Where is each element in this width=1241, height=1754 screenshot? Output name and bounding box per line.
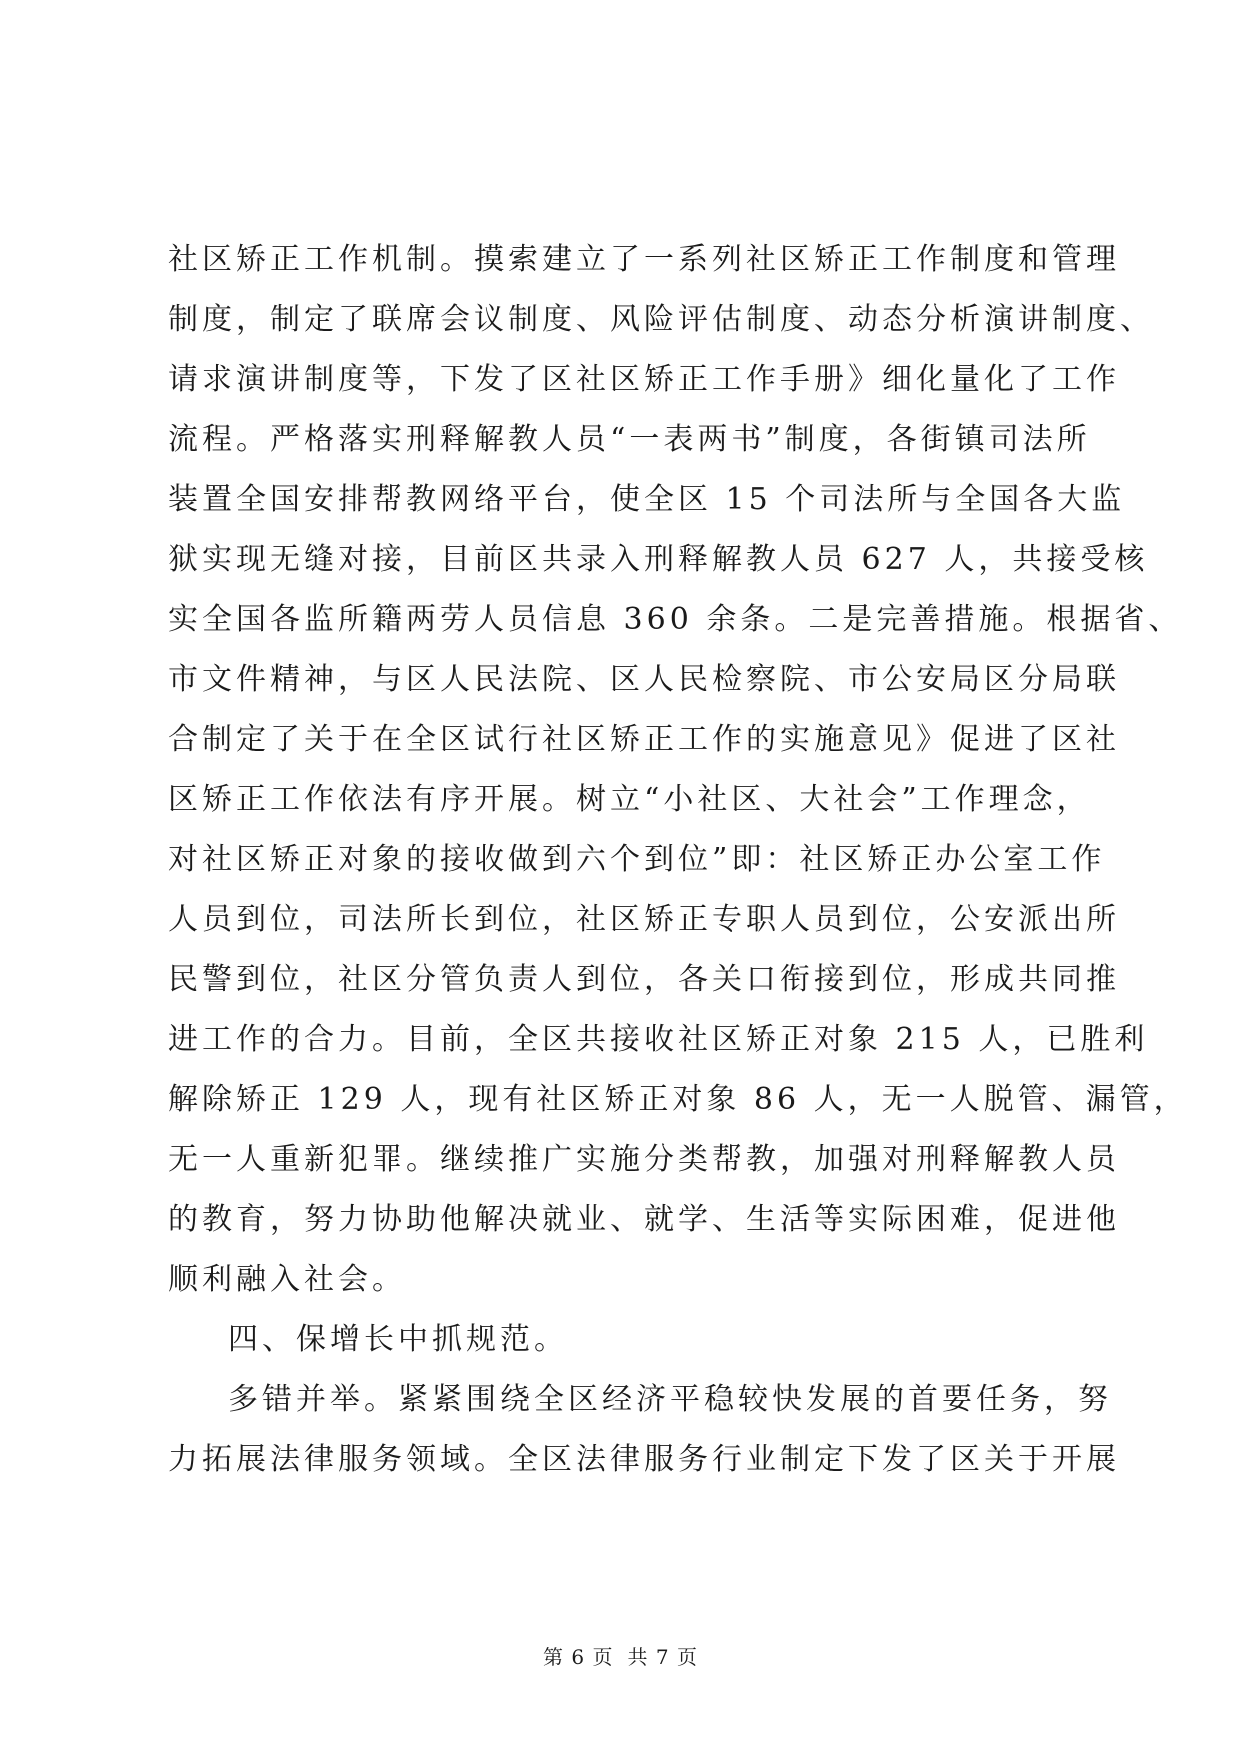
- paragraph-first-line: 多错并举。紧紧围绕全区经济平稳较快发展的首要任务，努: [228, 1382, 1112, 1417]
- text-line: 合制定了关于在全区试行社区矫正工作的实施意见》促进了区社: [168, 722, 1120, 757]
- text-line: 区矫正工作依法有序开展。树立“小社区、大社会”工作理念，: [168, 782, 1091, 817]
- page-total: 共 7 页: [627, 1645, 698, 1669]
- text-line: 狱实现无缝对接，目前区共录入刑释解教人员 627 人，共接受核: [168, 542, 1149, 577]
- text-line: 实全国各监所籍两劳人员信息 360 余条。二是完善措施。根据省、: [168, 602, 1183, 637]
- text-line: 请求演讲制度等，下发了区社区矫正工作手册》细化量化了工作: [168, 362, 1120, 397]
- text-line: 进工作的合力。目前，全区共接收社区矫正对象 215 人，已胜利: [168, 1022, 1149, 1057]
- page-number: 第 6 页: [543, 1645, 614, 1669]
- text-line: 对社区矫正对象的接收做到六个到位”即：社区矫正办公室工作: [168, 842, 1106, 877]
- section-heading: 四、保增长中抓规范。: [228, 1322, 568, 1357]
- text-line: 流程。严格落实刑释解教人员“一表两书”制度，各街镇司法所: [168, 422, 1091, 457]
- text-line: 顺利融入社会。: [168, 1262, 406, 1297]
- text-line: 人员到位，司法所长到位，社区矫正专职人员到位，公安派出所: [168, 902, 1120, 937]
- page-footer: [0, 1643, 1241, 1671]
- document-body: [168, 230, 1188, 1490]
- text-line: 市文件精神，与区人民法院、区人民检察院、市公安局区分局联: [168, 662, 1120, 697]
- text-line: 力拓展法律服务领域。全区法律服务行业制定下发了区关于开展: [168, 1442, 1120, 1477]
- text-line: 社区矫正工作机制。摸索建立了一系列社区矫正工作制度和管理: [168, 242, 1120, 277]
- text-line: 解除矫正 129 人，现有社区矫正对象 86 人，无一人脱管、漏管，: [168, 1082, 1188, 1117]
- text-line: 无一人重新犯罪。继续推广实施分类帮教，加强对刑释解教人员: [168, 1142, 1120, 1177]
- text-line: 制度，制定了联席会议制度、风险评估制度、动态分析演讲制度、: [168, 302, 1154, 337]
- text-line: 民警到位，社区分管负责人到位，各关口衔接到位，形成共同推: [168, 962, 1120, 997]
- text-line: 装置全国安排帮教网络平台，使全区 15 个司法所与全国各大监: [168, 482, 1126, 517]
- text-line: 的教育，努力协助他解决就业、就学、生活等实际困难，促进他: [168, 1202, 1120, 1237]
